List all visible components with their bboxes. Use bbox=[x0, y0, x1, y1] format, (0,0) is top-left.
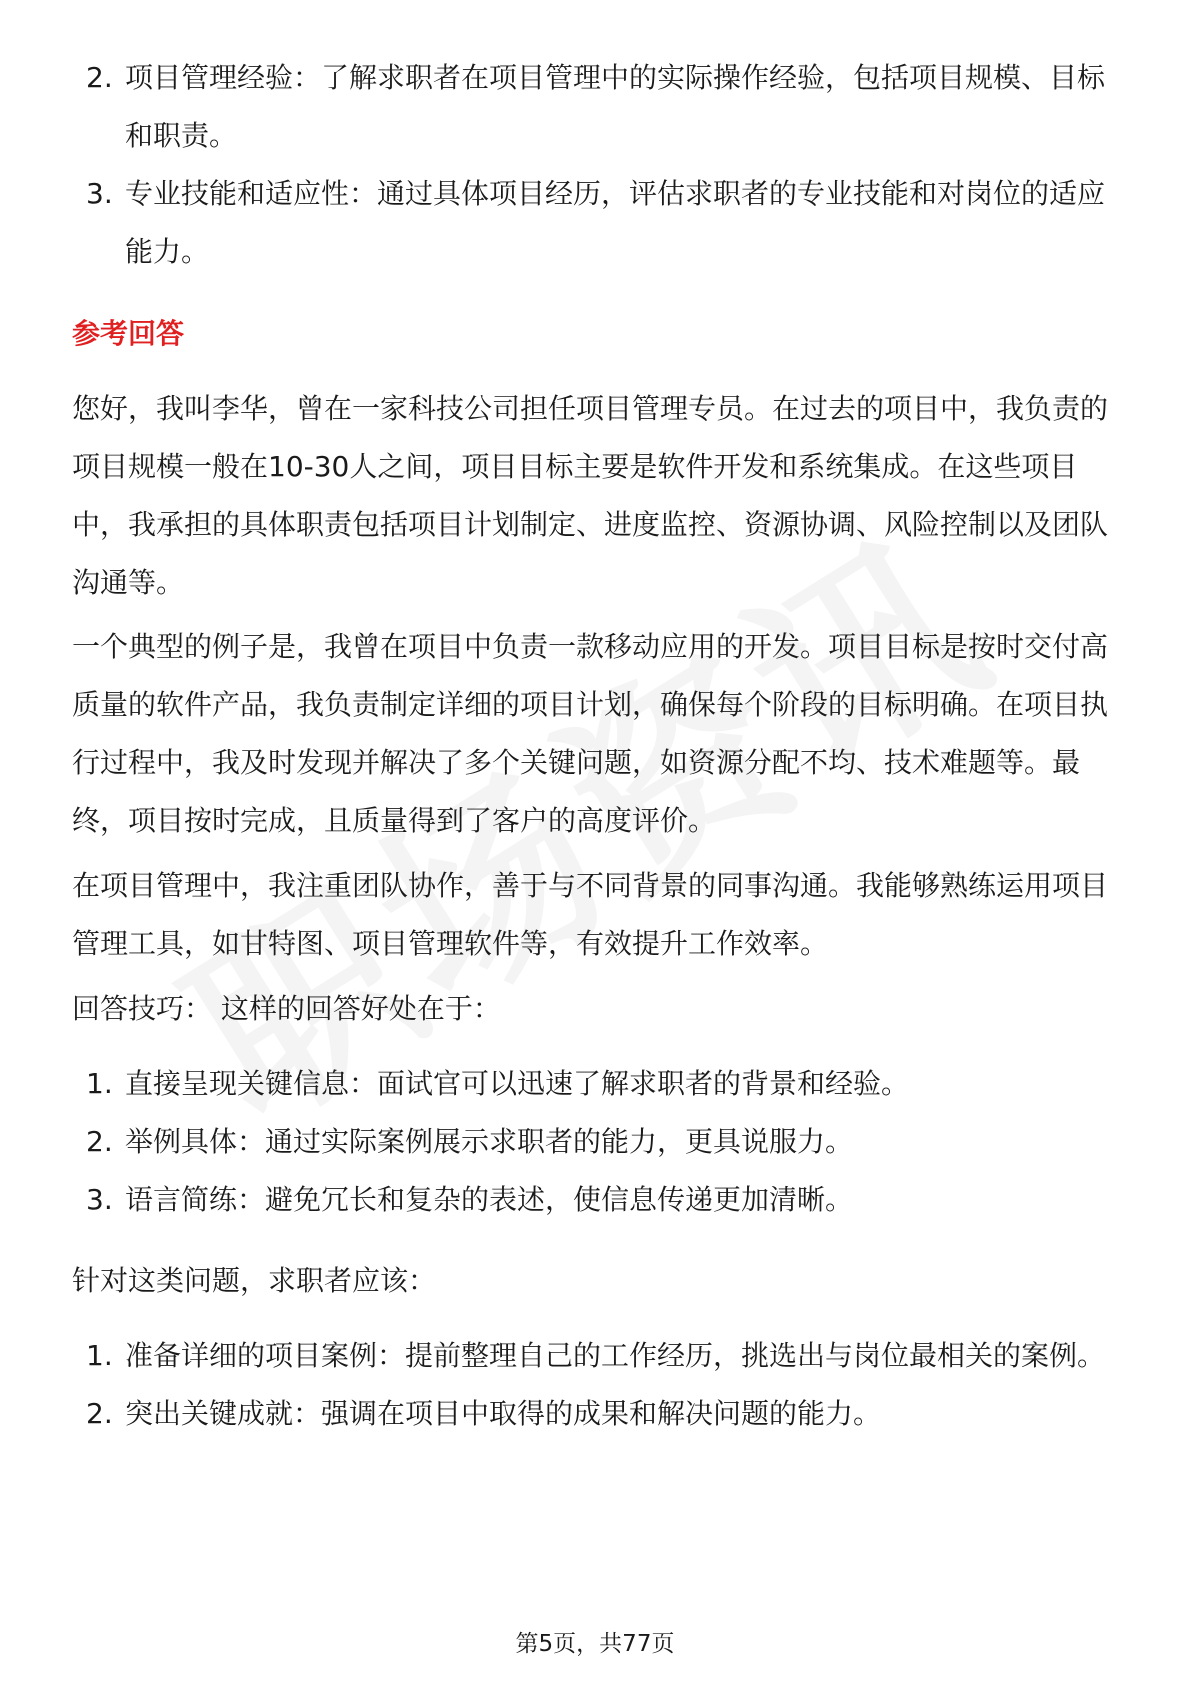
list-item bbox=[72, 1055, 1122, 1113]
list-item-number: 2. bbox=[86, 61, 113, 94]
list-item bbox=[72, 165, 1122, 281]
list-item bbox=[72, 49, 1122, 165]
top-list bbox=[72, 49, 1122, 281]
list-item-text: 语言简练：避免冗长和复杂的表述，使信息传递更加清晰。 bbox=[125, 1183, 854, 1216]
list-item bbox=[72, 1327, 1122, 1385]
answer-paragraph: 在项目管理中，我注重团队协作，善于与不同背景的同事沟通。我能够熟练运用项目管理工具，如甘特图、项目管理软件等，有效提升工作效率。 bbox=[72, 869, 1109, 960]
list-item-number: 1. bbox=[86, 1339, 113, 1372]
list-item-number: 3. bbox=[86, 1183, 113, 1216]
page-number-footer: 第5页，共77页 bbox=[515, 1631, 675, 1657]
list-item-text: 举例具体：通过实际案例展示求职者的能力，更具说服力。 bbox=[125, 1125, 854, 1158]
list-item-number: 3. bbox=[86, 177, 113, 210]
list-item bbox=[72, 1171, 1122, 1229]
list-item-text: 项目管理经验：了解求职者在项目管理中的实际操作经验，包括项目规模、目标和职责。 bbox=[125, 61, 1106, 152]
answer-paragraph: 一个典型的例子是，我曾在项目中负责一款移动应用的开发。项目目标是按时交付高质量的软件产品，我负责制定详细的项目计划，确保每个阶段的目标明确。在项目执行过程中，我及时发现并解决了多个关键问题，如资源分配不均、技术难题等。最终，项目按时完成，且质量得到了客户的高度评价。 bbox=[72, 630, 1109, 837]
tips-intro: 回答技巧： 这样的回答好处在于： bbox=[72, 992, 501, 1025]
list-item bbox=[72, 1385, 1122, 1443]
list-item-text: 直接呈现关键信息：面试官可以迅速了解求职者的背景和经验。 bbox=[125, 1067, 910, 1100]
section-heading: 参考回答 bbox=[72, 317, 185, 350]
list-item bbox=[72, 1113, 1122, 1171]
advice-intro: 针对这类问题，求职者应该： bbox=[72, 1264, 437, 1297]
list-item-text: 准备详细的项目案例：提前整理自己的工作经历，挑选出与岗位最相关的案例。 bbox=[125, 1339, 1106, 1372]
list-item-number: 2. bbox=[86, 1397, 113, 1430]
tips-list bbox=[72, 1055, 1122, 1229]
list-item-number: 1. bbox=[86, 1067, 113, 1100]
answer-paragraph: 您好，我叫李华，曾在一家科技公司担任项目管理专员。在过去的项目中，我负责的项目规模一般在10-30人之间，项目目标主要是软件开发和系统集成。在这些项目中，我承担的具体职责包括项目计划制定、进度监控、资源协调、风险控制以及团队沟通等。 bbox=[72, 392, 1109, 599]
advice-list bbox=[72, 1327, 1122, 1443]
list-item-text: 突出关键成就：强调在项目中取得的成果和解决问题的能力。 bbox=[125, 1397, 882, 1430]
list-item-text: 专业技能和适应性：通过具体项目经历，评估求职者的专业技能和对岗位的适应能力。 bbox=[125, 177, 1106, 268]
list-item-number: 2. bbox=[86, 1125, 113, 1158]
